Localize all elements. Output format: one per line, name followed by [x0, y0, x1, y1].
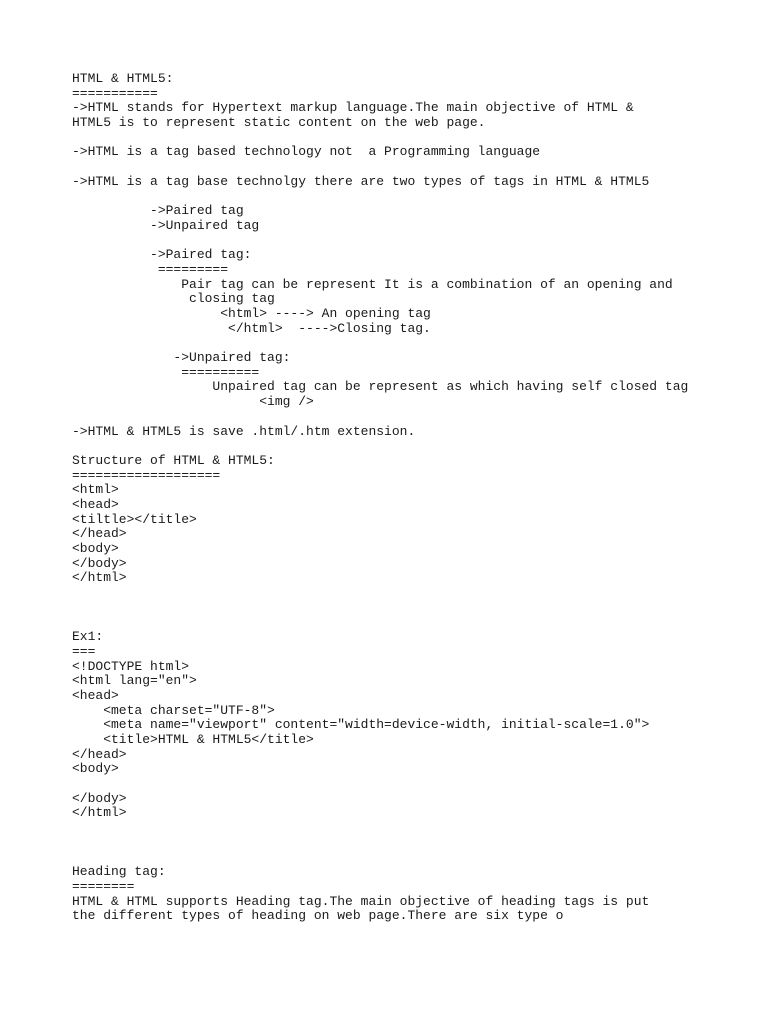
text-line	[72, 131, 752, 146]
text-line	[72, 160, 752, 175]
text-line: <head>	[72, 687, 119, 703]
text-line: <html>	[72, 482, 119, 498]
text-line: Ex1:	[72, 629, 104, 645]
document-text	[72, 72, 752, 924]
text-line: <body>	[72, 541, 119, 556]
text-line: <head>	[72, 496, 119, 512]
text-line: Pair tag can be represent It is a combination of an opening and	[72, 276, 673, 292]
text-line: ->HTML is a tag based technology not a Programming language	[72, 144, 541, 160]
text-line: ==========	[72, 364, 260, 380]
text-line	[72, 601, 752, 616]
text-line	[72, 615, 752, 630]
text-line: ->HTML & HTML5 is save .html/.htm extension.	[72, 423, 416, 439]
text-line: <body>	[72, 761, 119, 777]
text-line	[72, 836, 752, 851]
text-line: <tiltle></title>	[72, 511, 197, 527]
text-line: Unpaired tag can be represent as which having self closed tag	[72, 379, 689, 395]
text-line: ->Paired tag	[72, 203, 244, 219]
text-line: ===================	[72, 467, 221, 483]
text-line: <html> ----> An opening tag	[72, 306, 431, 321]
text-line	[72, 586, 752, 601]
text-line: ->Unpaired tag:	[72, 350, 291, 366]
text-line: ===	[72, 643, 96, 659]
text-line: <meta charset="UTF-8">	[72, 702, 275, 718]
text-line: ->Unpaired tag	[72, 217, 260, 233]
text-line: the different types of heading on web page.There are six type o	[72, 908, 564, 924]
text-line	[72, 410, 752, 425]
text-line	[72, 777, 752, 792]
text-line: <title>HTML & HTML5</title>	[72, 731, 314, 747]
text-line: </html>	[72, 570, 127, 586]
text-line: <meta name="viewport" content="width=device-width, initial-scale=1.0">	[72, 717, 650, 733]
text-line: HTML & HTML supports Heading tag.The main objective of heading tags is put	[72, 893, 650, 909]
text-line: ->HTML stands for Hypertext markup language.The main objective of HTML &	[72, 100, 634, 116]
text-line: <html lang="en">	[72, 673, 197, 689]
text-line: </body>	[72, 790, 127, 806]
text-line	[72, 850, 752, 865]
text-line	[72, 821, 752, 836]
text-line: <!DOCTYPE html>	[72, 658, 190, 674]
text-line: HTML & HTML5:	[72, 71, 174, 86]
text-line: =========	[72, 261, 229, 277]
text-line: ===========	[72, 85, 158, 101]
text-line	[72, 336, 752, 351]
text-line: ->Paired tag:	[72, 247, 252, 263]
text-line: ========	[72, 878, 135, 894]
text-line: HTML5 is to represent static content on the web page.	[72, 115, 486, 131]
text-line: ->HTML is a tag base technolgy there are two types of tags in HTML & HTML5	[72, 173, 650, 189]
text-line: </html>	[72, 805, 127, 821]
text-line: Heading tag:	[72, 864, 166, 880]
text-line	[72, 439, 752, 454]
text-line: </head>	[72, 746, 127, 762]
text-line: <img />	[72, 394, 314, 410]
text-line: Structure of HTML & HTML5:	[72, 452, 275, 468]
text-line	[72, 190, 752, 205]
text-line: </body>	[72, 555, 127, 571]
text-line: </html> ---->Closing tag.	[72, 320, 431, 336]
text-line	[72, 234, 752, 249]
text-line: closing tag	[72, 291, 275, 307]
text-line: </head>	[72, 526, 127, 542]
